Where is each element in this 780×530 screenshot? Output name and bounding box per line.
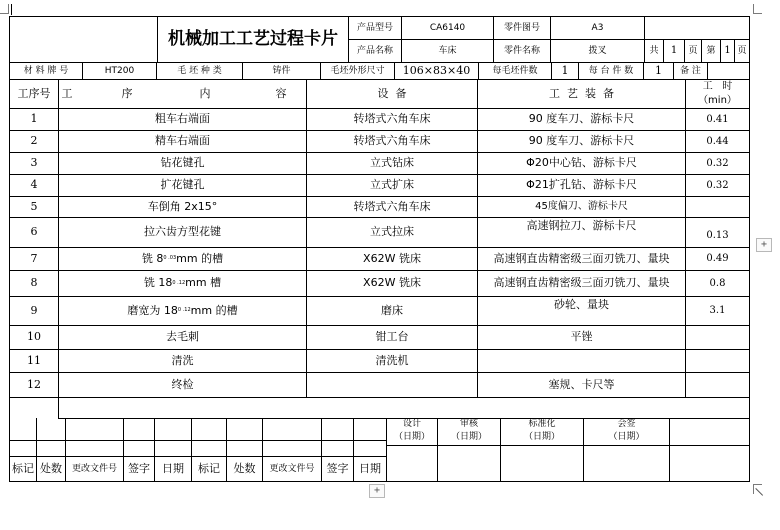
row-6-content: 拉六齿方型花键 <box>144 225 221 239</box>
sheet-label: 第 <box>706 45 716 56</box>
row-1-seq: 1 <box>30 112 38 126</box>
row-4-time: 0.32 <box>706 179 729 191</box>
per-blank-value: 1 <box>561 63 569 77</box>
row-7-seq: 7 <box>30 251 38 265</box>
col-content-2: 序 <box>121 86 133 100</box>
col-time-top: 工 时 <box>702 81 733 93</box>
sheet-no: 1 <box>724 45 731 57</box>
rev-mark-1: 标记 <box>12 461 34 475</box>
product-model-value: CA6140 <box>429 22 466 33</box>
review-date: （日期） <box>450 431 487 442</box>
countersign-label: 会签 <box>617 418 636 429</box>
part-name-value: 拨叉 <box>588 45 607 56</box>
row-7-time: 0.49 <box>706 253 729 265</box>
row-9-tooling: 砂轮、量块 <box>554 297 609 311</box>
rev-date-1: 日期 <box>162 461 184 475</box>
row-7-content <box>59 248 306 270</box>
blank-size-label: 毛坯外形尺寸 <box>330 65 385 76</box>
row-8-content-unit: mm 槽 <box>185 276 222 290</box>
rev-count-1: 处数 <box>40 461 62 475</box>
col-content-3: 内 <box>199 86 211 100</box>
row-7-content-unit: mm 的槽 <box>176 251 224 265</box>
row-6-equipment: 立式拉床 <box>370 225 414 239</box>
col-time-bottom: （min） <box>698 95 737 107</box>
col-seq: 工序号 <box>17 86 51 100</box>
row-5-time <box>686 197 749 217</box>
material-value: HT200 <box>104 65 135 76</box>
row-11-tooling <box>478 350 685 372</box>
countersign-date: （日期） <box>608 431 645 442</box>
col-content-1: 工 <box>61 86 73 100</box>
row-3-time: 0.32 <box>706 157 729 169</box>
row-5-equipment: 转塔式六角车床 <box>353 199 431 213</box>
row-5-seq: 5 <box>30 199 38 213</box>
rev-sign-2: 签字 <box>326 461 349 475</box>
row-12-seq: 12 <box>27 377 41 391</box>
row-1-tooling: 90 度车刀、游标卡尺 <box>528 112 635 126</box>
product-name-value: 车床 <box>438 45 457 56</box>
row-9-tolerance: 0 .12 <box>177 307 191 314</box>
per-blank-label: 每毛坯件数 <box>492 65 538 76</box>
rev-mark-2: 标记 <box>198 461 220 475</box>
part-no-label: 零件图号 <box>503 22 540 33</box>
row-9-time: 3.1 <box>709 305 726 317</box>
add-row-button[interactable]: + <box>369 484 385 498</box>
row-8-time: 0.8 <box>709 277 726 289</box>
review-label: 审核 <box>459 418 478 429</box>
row-10-tooling: 平锉 <box>570 330 593 344</box>
row-2-content: 精车右端面 <box>155 134 210 148</box>
row-6-tooling: 高速钢拉刀、游标卡尺 <box>526 218 637 232</box>
part-no-value: A3 <box>591 22 604 33</box>
rev-date-2: 日期 <box>359 461 381 475</box>
design-date: （日期） <box>393 431 430 442</box>
row-7-equipment: X62W 铣床 <box>363 251 421 265</box>
design-label: 设计 <box>402 418 421 429</box>
row-9-content <box>59 297 306 325</box>
total-pages: 1 <box>670 45 678 57</box>
row-4-tooling: Φ21扩孔钻、游标卡尺 <box>526 178 637 192</box>
row-2-tooling: 90 度车刀、游标卡尺 <box>528 134 635 148</box>
rev-count-2: 处数 <box>233 461 256 475</box>
product-model-label: 产品型号 <box>356 22 393 33</box>
row-8-seq: 8 <box>30 276 38 290</box>
row-7-content-text: 铣 8 <box>141 251 164 265</box>
page-label: 页 <box>688 45 698 56</box>
row-11-time <box>686 350 749 372</box>
material-label: 材 料 牌 号 <box>23 65 69 76</box>
page-label-2: 页 <box>737 45 747 56</box>
row-7-tooling: 高速钢直齿精密级三面刃铣刀、量块 <box>493 251 670 265</box>
row-2-equipment: 转塔式六角车床 <box>353 134 431 148</box>
row-4-seq: 4 <box>30 178 38 192</box>
rev-sign-1: 签字 <box>128 461 150 475</box>
product-name-label: 产品名称 <box>356 45 393 56</box>
row-5-tooling: 45度偏刀、游标卡尺 <box>535 201 628 213</box>
row-12-equipment <box>307 373 477 397</box>
total-label: 共 <box>649 45 659 56</box>
per-unit-value: 1 <box>655 63 662 77</box>
row-11-seq: 11 <box>27 353 41 367</box>
row-8-content-text: 铣 18 <box>143 276 173 290</box>
row-8-equipment: X62W 铣床 <box>363 276 421 290</box>
rev-docno-2: 更改文件号 <box>269 463 315 474</box>
row-12-time <box>686 373 749 397</box>
row-6-seq: 6 <box>30 225 38 239</box>
row-3-equipment: 立式钻床 <box>370 156 414 170</box>
row-12-content: 终检 <box>171 377 194 391</box>
row-10-equipment: 钳工台 <box>375 330 409 344</box>
row-9-equipment: 磨床 <box>381 303 403 317</box>
row-5-content: 车倒角 2x15° <box>147 199 218 213</box>
row-3-tooling: Φ20中心钻、游标卡尺 <box>526 156 637 170</box>
blank-type-label: 毛 坯 种 类 <box>177 65 222 76</box>
row-6-time: 0.13 <box>706 229 729 241</box>
row-9-content-unit: mm 的槽 <box>190 303 238 317</box>
blank-size-value: 106×83×40 <box>402 63 471 77</box>
row-10-content: 去毛刺 <box>166 330 199 344</box>
part-name-label: 零件名称 <box>503 45 540 56</box>
row-12-tooling: 塞规、卡尺等 <box>548 377 615 391</box>
row-3-seq: 3 <box>30 156 38 170</box>
row-4-content: 扩花键孔 <box>160 178 205 192</box>
row-11-content: 清洗 <box>171 353 194 367</box>
row-10-seq: 10 <box>27 330 41 344</box>
row-1-time: 0.41 <box>706 113 729 125</box>
standard-label: 标准化 <box>528 418 556 429</box>
row-1-content: 粗车右端面 <box>155 112 210 126</box>
row-3-content: 钻花键孔 <box>160 156 205 170</box>
col-tooling: 工 艺 装 备 <box>549 86 614 100</box>
row-8-tolerance: 0 .12 <box>172 279 186 286</box>
col-content-4: 容 <box>275 86 287 100</box>
add-column-button[interactable]: + <box>756 238 772 252</box>
rev-docno-1: 更改文件号 <box>71 463 117 474</box>
blank-type-value: 铸件 <box>272 65 291 76</box>
card-title: 机械加工工艺过程卡片 <box>168 28 338 49</box>
standard-date: （日期） <box>523 431 560 442</box>
row-10-time <box>686 326 749 349</box>
row-2-time: 0.44 <box>706 135 729 147</box>
row-2-seq: 2 <box>30 134 38 148</box>
row-8-tooling: 高速钢直齿精密级三面刃铣刀、量块 <box>493 276 670 290</box>
row-11-equipment: 清洗机 <box>375 353 409 367</box>
per-unit-label: 每 台 件 数 <box>588 65 634 76</box>
remark-label: 备 注 <box>680 65 701 76</box>
row-9-seq: 9 <box>30 303 38 317</box>
row-4-equipment: 立式扩床 <box>370 178 414 192</box>
row-9-content-text: 磨宽为 18 <box>127 303 178 317</box>
row-8-content <box>59 271 306 296</box>
row-7-tolerance: 0 .03 <box>163 255 177 262</box>
row-1-equipment: 转塔式六角车床 <box>353 112 431 126</box>
col-equipment: 设 备 <box>377 86 407 100</box>
